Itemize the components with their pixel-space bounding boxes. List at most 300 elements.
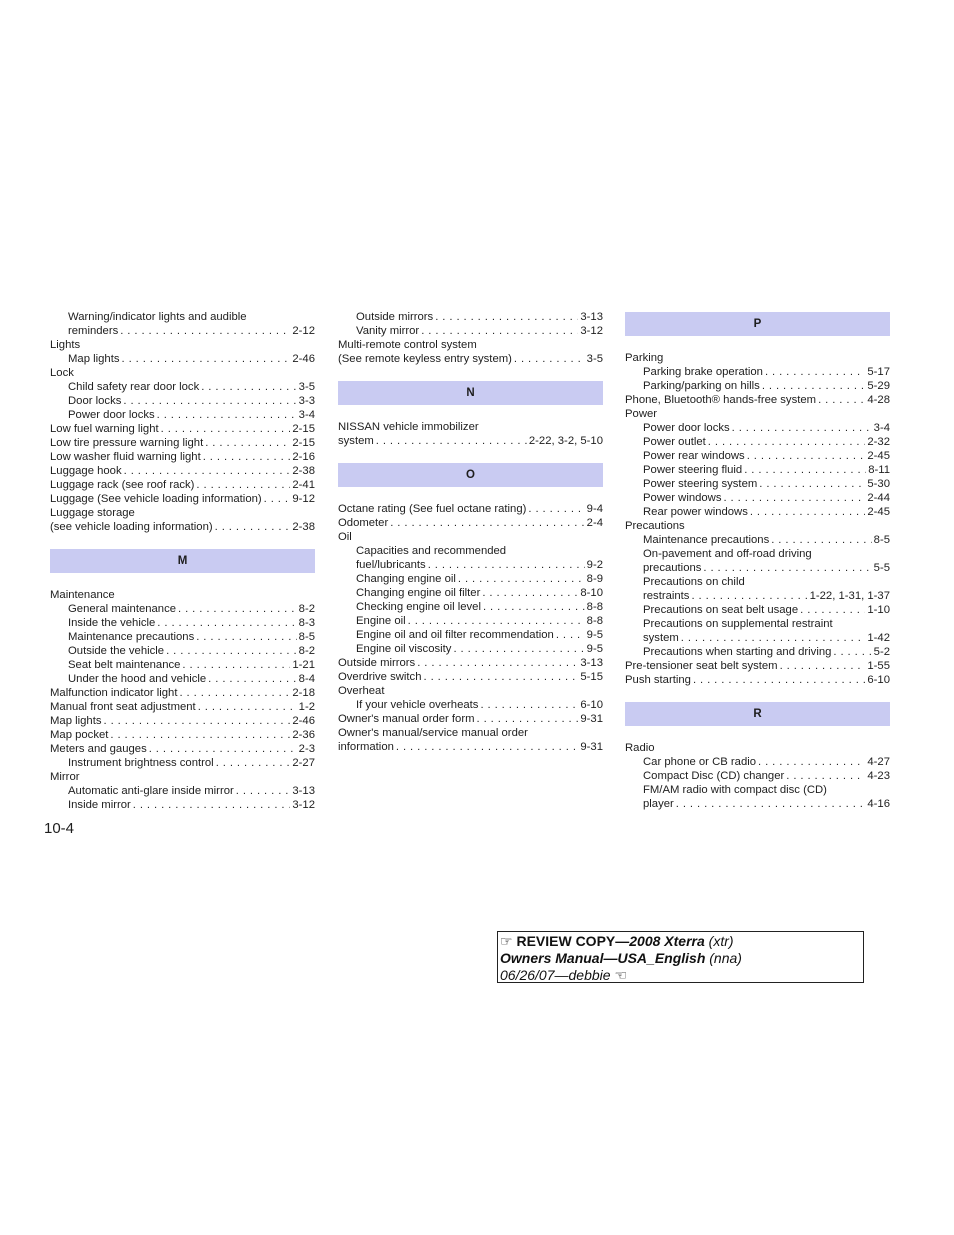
review-model-code: (xtr) xyxy=(704,933,734,949)
index-subentry xyxy=(625,561,890,575)
dot-leader xyxy=(833,645,871,659)
review-copy-label: REVIEW COPY— xyxy=(516,933,630,949)
index-entry xyxy=(50,728,315,742)
entry-text: Outside mirrors xyxy=(356,311,434,323)
entry-text: system xyxy=(338,435,374,447)
dot-leader xyxy=(104,714,291,728)
entry-page-ref: 3-13 xyxy=(580,311,603,323)
entry-text: Power steering fluid xyxy=(643,464,743,476)
index-subentry xyxy=(625,575,890,589)
entry-page-ref: 4-27 xyxy=(867,756,890,768)
entry-text: Seat belt maintenance xyxy=(68,659,181,671)
index-subentry xyxy=(625,617,890,631)
entry-text: Precautions when starting and driving xyxy=(643,646,832,658)
index-subentry xyxy=(625,365,890,379)
entry-text: FM/AM radio with compact disc (CD) xyxy=(643,784,827,796)
dot-leader xyxy=(514,352,585,366)
index-subentry xyxy=(625,435,890,449)
index-entry xyxy=(50,770,315,784)
entry-page-ref: 8-9 xyxy=(586,573,603,585)
section-letter-band: R xyxy=(625,702,890,726)
index-subentry xyxy=(338,698,603,712)
index-subentry xyxy=(338,586,603,600)
dot-leader xyxy=(408,614,585,628)
section-letter-band: N xyxy=(338,381,603,405)
review-line-3 xyxy=(500,967,861,984)
dot-leader xyxy=(124,464,291,478)
index-subentry xyxy=(50,324,315,338)
entry-text: Outside mirrors xyxy=(338,657,416,669)
entry-page-ref: 2-36 xyxy=(292,729,315,741)
dot-leader xyxy=(723,491,865,505)
pointing-hand-right-icon: ☞ xyxy=(500,933,513,949)
index-subentry xyxy=(338,642,603,656)
index-subentry xyxy=(625,421,890,435)
entry-page-ref: 3-3 xyxy=(298,395,315,407)
entry-page-ref: 2-16 xyxy=(292,451,315,463)
index-subentry xyxy=(50,630,315,644)
index-entry xyxy=(338,434,603,448)
entry-page-ref: 2-32 xyxy=(867,436,890,448)
index-entry xyxy=(50,464,315,478)
dot-leader xyxy=(691,589,807,603)
entry-text: Door locks xyxy=(68,395,122,407)
dot-leader xyxy=(179,686,290,700)
entry-text: Maintenance precautions xyxy=(643,534,770,546)
entry-page-ref: 8-8 xyxy=(586,615,603,627)
index-subentry xyxy=(625,463,890,477)
dot-leader xyxy=(376,434,527,448)
index-subentry xyxy=(338,558,603,572)
entry-text: Power door locks xyxy=(68,409,155,421)
dot-leader xyxy=(744,463,866,477)
entry-page-ref: 8-5 xyxy=(298,631,315,643)
index-subentry xyxy=(50,380,315,394)
index-entry xyxy=(625,407,890,421)
entry-page-ref: 8-8 xyxy=(586,601,603,613)
dot-leader xyxy=(483,600,585,614)
entry-text: player xyxy=(643,798,674,810)
dot-leader xyxy=(196,478,290,492)
dot-leader xyxy=(708,435,866,449)
entry-text: Precautions on child xyxy=(643,576,745,588)
pointing-hand-left-icon: ☜ xyxy=(614,967,627,983)
entry-text: Overdrive switch xyxy=(338,671,422,683)
review-date-author: 06/26/07—debbie xyxy=(500,967,611,983)
dot-leader xyxy=(458,572,585,586)
entry-page-ref: 9-5 xyxy=(586,629,603,641)
index-subentry xyxy=(50,408,315,422)
entry-text: Changing engine oil xyxy=(356,573,456,585)
entry-text: Power steering system xyxy=(643,478,758,490)
index-entry xyxy=(625,673,890,687)
entry-text: Luggage rack (see roof rack) xyxy=(50,479,195,491)
index-subentry xyxy=(625,769,890,783)
index-column-2 xyxy=(338,310,603,754)
entry-text: Low fuel warning light xyxy=(50,423,159,435)
dot-leader xyxy=(208,672,297,686)
entry-text: Mirror xyxy=(50,771,80,783)
index-subentry xyxy=(338,324,603,338)
dot-leader xyxy=(123,394,296,408)
index-subentry xyxy=(625,505,890,519)
entry-page-ref: 4-23 xyxy=(867,770,890,782)
entry-text: (See remote keyless entry system) xyxy=(338,353,512,365)
dot-leader xyxy=(528,502,584,516)
index-entry xyxy=(338,352,603,366)
section-letter-band: M xyxy=(50,549,315,573)
entry-text: Multi-remote control system xyxy=(338,339,477,351)
entry-text: Parking/parking on hills xyxy=(643,380,760,392)
review-manual-name: Owners Manual—USA_English xyxy=(500,950,706,966)
entry-text: On-pavement and off-road driving xyxy=(643,548,812,560)
entry-text: Maintenance xyxy=(50,589,115,601)
dot-leader xyxy=(556,628,585,642)
entry-page-ref: 2-18 xyxy=(292,687,315,699)
entry-page-ref: 9-31 xyxy=(580,713,603,725)
entry-text: Rear power windows xyxy=(643,506,748,518)
dot-leader xyxy=(205,436,290,450)
dot-leader xyxy=(477,712,579,726)
entry-text: Maintenance precautions xyxy=(68,631,195,643)
index-subentry xyxy=(625,797,890,811)
review-model: 2008 Xterra xyxy=(629,933,705,949)
index-subentry xyxy=(625,645,890,659)
index-subentry xyxy=(625,379,890,393)
entry-page-ref: 2-45 xyxy=(867,506,890,518)
dot-leader xyxy=(149,742,297,756)
index-entry xyxy=(338,502,603,516)
index-subentry xyxy=(625,589,890,603)
dot-leader xyxy=(157,616,296,630)
entry-text: Odometer xyxy=(338,517,389,529)
dot-leader xyxy=(750,505,866,519)
dot-leader xyxy=(693,673,865,687)
entry-page-ref: 1-10 xyxy=(867,604,890,616)
entry-text: fuel/lubricants xyxy=(356,559,426,571)
index-entry xyxy=(50,492,315,506)
entry-page-ref: 3-5 xyxy=(298,381,315,393)
entry-text: Compact Disc (CD) changer xyxy=(643,770,785,782)
entry-page-ref: 3-13 xyxy=(580,657,603,669)
entry-page-ref: 2-15 xyxy=(292,423,315,435)
dot-leader xyxy=(264,492,291,506)
entry-text: system xyxy=(643,632,679,644)
entry-text: reminders xyxy=(68,325,119,337)
entry-page-ref: 2-46 xyxy=(292,715,315,727)
entry-text: (see vehicle loading information) xyxy=(50,521,213,533)
entry-text: NISSAN vehicle immobilizer xyxy=(338,421,479,433)
entry-page-ref: 5-17 xyxy=(867,366,890,378)
dot-leader xyxy=(161,422,291,436)
entry-text: Changing engine oil filter xyxy=(356,587,481,599)
page-number: 10-4 xyxy=(44,820,75,837)
entry-text: Precautions on supplemental restraint xyxy=(643,618,833,630)
index-entry xyxy=(338,726,603,740)
index-subentry xyxy=(338,600,603,614)
dot-leader xyxy=(133,798,291,812)
index-subentry xyxy=(50,644,315,658)
entry-page-ref: 3-12 xyxy=(292,799,315,811)
index-entry xyxy=(50,520,315,534)
dot-leader xyxy=(732,421,872,435)
entry-text: Pre-tensioner seat belt system xyxy=(625,660,778,672)
entry-page-ref: 9-5 xyxy=(586,643,603,655)
entry-page-ref: 3-4 xyxy=(873,422,890,434)
entry-page-ref: 2-22, 3-2, 5-10 xyxy=(528,435,603,447)
dot-leader xyxy=(201,380,296,394)
index-subentry xyxy=(50,672,315,686)
entry-page-ref: 8-5 xyxy=(873,534,890,546)
entry-text: Warning/indicator lights and audible xyxy=(68,311,247,323)
entry-page-ref: 8-2 xyxy=(298,645,315,657)
dot-leader xyxy=(480,698,578,712)
entry-page-ref: 2-41 xyxy=(292,479,315,491)
dot-leader xyxy=(681,631,866,645)
entry-text: Outside the vehicle xyxy=(68,645,165,657)
entry-page-ref: 8-3 xyxy=(298,617,315,629)
entry-text: Meters and gauges xyxy=(50,743,147,755)
dot-leader xyxy=(417,656,578,670)
index-entry xyxy=(625,393,890,407)
entry-text: Car phone or CB radio xyxy=(643,756,757,768)
dot-leader xyxy=(215,520,291,534)
dot-leader xyxy=(453,642,584,656)
dot-leader xyxy=(818,393,865,407)
index-entry xyxy=(338,516,603,530)
entry-page-ref: 2-38 xyxy=(292,521,315,533)
entry-page-ref: 3-13 xyxy=(292,785,315,797)
entry-page-ref: 8-10 xyxy=(580,587,603,599)
entry-text: Parking xyxy=(625,352,664,364)
index-entry xyxy=(50,338,315,352)
index-subentry xyxy=(50,756,315,770)
entry-text: Owner's manual/service manual order xyxy=(338,727,528,739)
index-entry xyxy=(50,686,315,700)
entry-text: Luggage hook xyxy=(50,465,122,477)
section-letter-band: P xyxy=(625,312,890,336)
index-column-1 xyxy=(50,310,315,812)
entry-page-ref: 8-2 xyxy=(298,603,315,615)
review-line-1 xyxy=(500,933,861,950)
index-entry xyxy=(50,714,315,728)
entry-text: Power windows xyxy=(643,492,722,504)
dot-leader xyxy=(428,558,585,572)
dot-leader xyxy=(120,324,290,338)
entry-page-ref: 6-10 xyxy=(867,674,890,686)
index-subentry xyxy=(338,572,603,586)
index-subentry xyxy=(625,449,890,463)
entry-text: Phone, Bluetooth® hands-free system xyxy=(625,394,817,406)
entry-text: Map lights xyxy=(68,353,120,365)
dot-leader xyxy=(198,700,297,714)
entry-page-ref: 1-2 xyxy=(298,701,315,713)
index-subentry xyxy=(625,477,890,491)
entry-page-ref: 3-4 xyxy=(298,409,315,421)
index-subentry xyxy=(625,783,890,797)
index-subentry xyxy=(338,310,603,324)
index-subentry xyxy=(338,628,603,642)
index-entry xyxy=(625,659,890,673)
index-entry xyxy=(338,684,603,698)
entry-page-ref: 1-22, 1-31, 1-37 xyxy=(809,590,890,602)
entry-text: precautions xyxy=(643,562,702,574)
index-entry xyxy=(338,530,603,544)
index-entry xyxy=(50,478,315,492)
entry-page-ref: 2-27 xyxy=(292,757,315,769)
entry-page-ref: 2-45 xyxy=(867,450,890,462)
entry-text: Lock xyxy=(50,367,74,379)
index-entry xyxy=(50,506,315,520)
entry-text: Lights xyxy=(50,339,81,351)
dot-leader xyxy=(166,644,297,658)
entry-page-ref: 8-4 xyxy=(298,673,315,685)
index-subentry xyxy=(50,784,315,798)
dot-leader xyxy=(765,365,865,379)
entry-page-ref: 5-15 xyxy=(580,671,603,683)
index-subentry xyxy=(625,603,890,617)
index-subentry xyxy=(625,547,890,561)
index-subentry xyxy=(50,658,315,672)
entry-text: Radio xyxy=(625,742,655,754)
entry-page-ref: 4-16 xyxy=(867,798,890,810)
entry-page-ref: 3-12 xyxy=(580,325,603,337)
review-line-2 xyxy=(500,950,861,967)
index-subentry xyxy=(338,544,603,558)
index-subentry xyxy=(625,491,890,505)
entry-text: Parking brake operation xyxy=(643,366,763,378)
index-entry xyxy=(50,700,315,714)
entry-text: Malfunction indicator light xyxy=(50,687,178,699)
entry-text: Power door locks xyxy=(643,422,730,434)
index-entry xyxy=(50,436,315,450)
index-subentry xyxy=(50,310,315,324)
entry-text: Engine oil and oil filter recommendation xyxy=(356,629,554,641)
dot-leader xyxy=(771,533,871,547)
entry-text: Precautions xyxy=(625,520,685,532)
index-entry xyxy=(338,740,603,754)
dot-leader xyxy=(157,408,297,422)
section-letter-band: O xyxy=(338,463,603,487)
dot-leader xyxy=(236,784,291,798)
entry-page-ref: 8-11 xyxy=(868,464,890,476)
entry-page-ref: 2-15 xyxy=(292,437,315,449)
dot-leader xyxy=(424,670,579,684)
dot-leader xyxy=(390,516,584,530)
index-entry xyxy=(625,741,890,755)
entry-text: Low tire pressure warning light xyxy=(50,437,204,449)
entry-page-ref: 2-4 xyxy=(586,517,603,529)
review-copy-box xyxy=(497,931,864,983)
entry-text: Inside mirror xyxy=(68,799,131,811)
index-entry xyxy=(338,712,603,726)
entry-text: If your vehicle overheats xyxy=(356,699,479,711)
entry-text: Owner's manual order form xyxy=(338,713,475,725)
entry-page-ref: 2-44 xyxy=(867,492,890,504)
entry-text: General maintenance xyxy=(68,603,177,615)
entry-page-ref: 5-30 xyxy=(867,478,890,490)
index-entry xyxy=(625,351,890,365)
dot-leader xyxy=(435,310,578,324)
dot-leader xyxy=(759,477,865,491)
index-entry xyxy=(50,588,315,602)
index-entry xyxy=(50,366,315,380)
dot-leader xyxy=(676,797,866,811)
entry-text: Map lights xyxy=(50,715,102,727)
dot-leader xyxy=(747,449,866,463)
index-subentry xyxy=(50,602,315,616)
entry-text: Power xyxy=(625,408,658,420)
entry-text: Luggage (See vehicle loading information) xyxy=(50,493,262,505)
entry-text: information xyxy=(338,741,394,753)
entry-page-ref: 6-10 xyxy=(580,699,603,711)
entry-text: Child safety rear door lock xyxy=(68,381,200,393)
dot-leader xyxy=(178,602,297,616)
entry-page-ref: 1-55 xyxy=(867,660,890,672)
index-entry xyxy=(50,422,315,436)
index-entry xyxy=(338,338,603,352)
entry-text: Inside the vehicle xyxy=(68,617,156,629)
entry-page-ref: 2-38 xyxy=(292,465,315,477)
entry-text: Overheat xyxy=(338,685,385,697)
entry-text: restraints xyxy=(643,590,690,602)
entry-text: Octane rating (See fuel octane rating) xyxy=(338,503,527,515)
index-entry xyxy=(50,742,315,756)
dot-leader xyxy=(396,740,578,754)
index-subentry xyxy=(625,631,890,645)
dot-leader xyxy=(196,630,296,644)
entry-text: Vanity mirror xyxy=(356,325,420,337)
dot-leader xyxy=(110,728,290,742)
entry-text: Under the hood and vehicle xyxy=(68,673,207,685)
entry-text: Precautions on seat belt usage xyxy=(643,604,799,616)
index-subentry xyxy=(50,616,315,630)
entry-text: Manual front seat adjustment xyxy=(50,701,196,713)
dot-leader xyxy=(182,658,290,672)
dot-leader xyxy=(758,755,865,769)
entry-page-ref: 9-4 xyxy=(586,503,603,515)
index-subentry xyxy=(625,533,890,547)
index-subentry xyxy=(50,352,315,366)
entry-text: Push starting xyxy=(625,674,691,686)
dot-leader xyxy=(800,603,865,617)
entry-text: Engine oil viscosity xyxy=(356,643,452,655)
dot-leader xyxy=(122,352,291,366)
entry-page-ref: 9-31 xyxy=(580,741,603,753)
dot-leader xyxy=(421,324,578,338)
entry-page-ref: 5-29 xyxy=(867,380,890,392)
entry-page-ref: 1-21 xyxy=(292,659,315,671)
entry-text: Capacities and recommended xyxy=(356,545,507,557)
entry-text: Engine oil xyxy=(356,615,406,627)
index-entry xyxy=(338,670,603,684)
dot-leader xyxy=(203,450,291,464)
entry-page-ref: 2-46 xyxy=(292,353,315,365)
entry-text: Oil xyxy=(338,531,352,543)
entry-page-ref: 3-5 xyxy=(586,353,603,365)
entry-text: Luggage storage xyxy=(50,507,135,519)
entry-text: Power outlet xyxy=(643,436,706,448)
dot-leader xyxy=(216,756,291,770)
entry-page-ref: 4-28 xyxy=(867,394,890,406)
index-entry xyxy=(338,656,603,670)
entry-text: Map pocket xyxy=(50,729,109,741)
dot-leader xyxy=(786,769,865,783)
entry-page-ref: 5-2 xyxy=(873,646,890,658)
index-subentry xyxy=(338,614,603,628)
index-entry xyxy=(625,519,890,533)
entry-text: Automatic anti-glare inside mirror xyxy=(68,785,234,797)
